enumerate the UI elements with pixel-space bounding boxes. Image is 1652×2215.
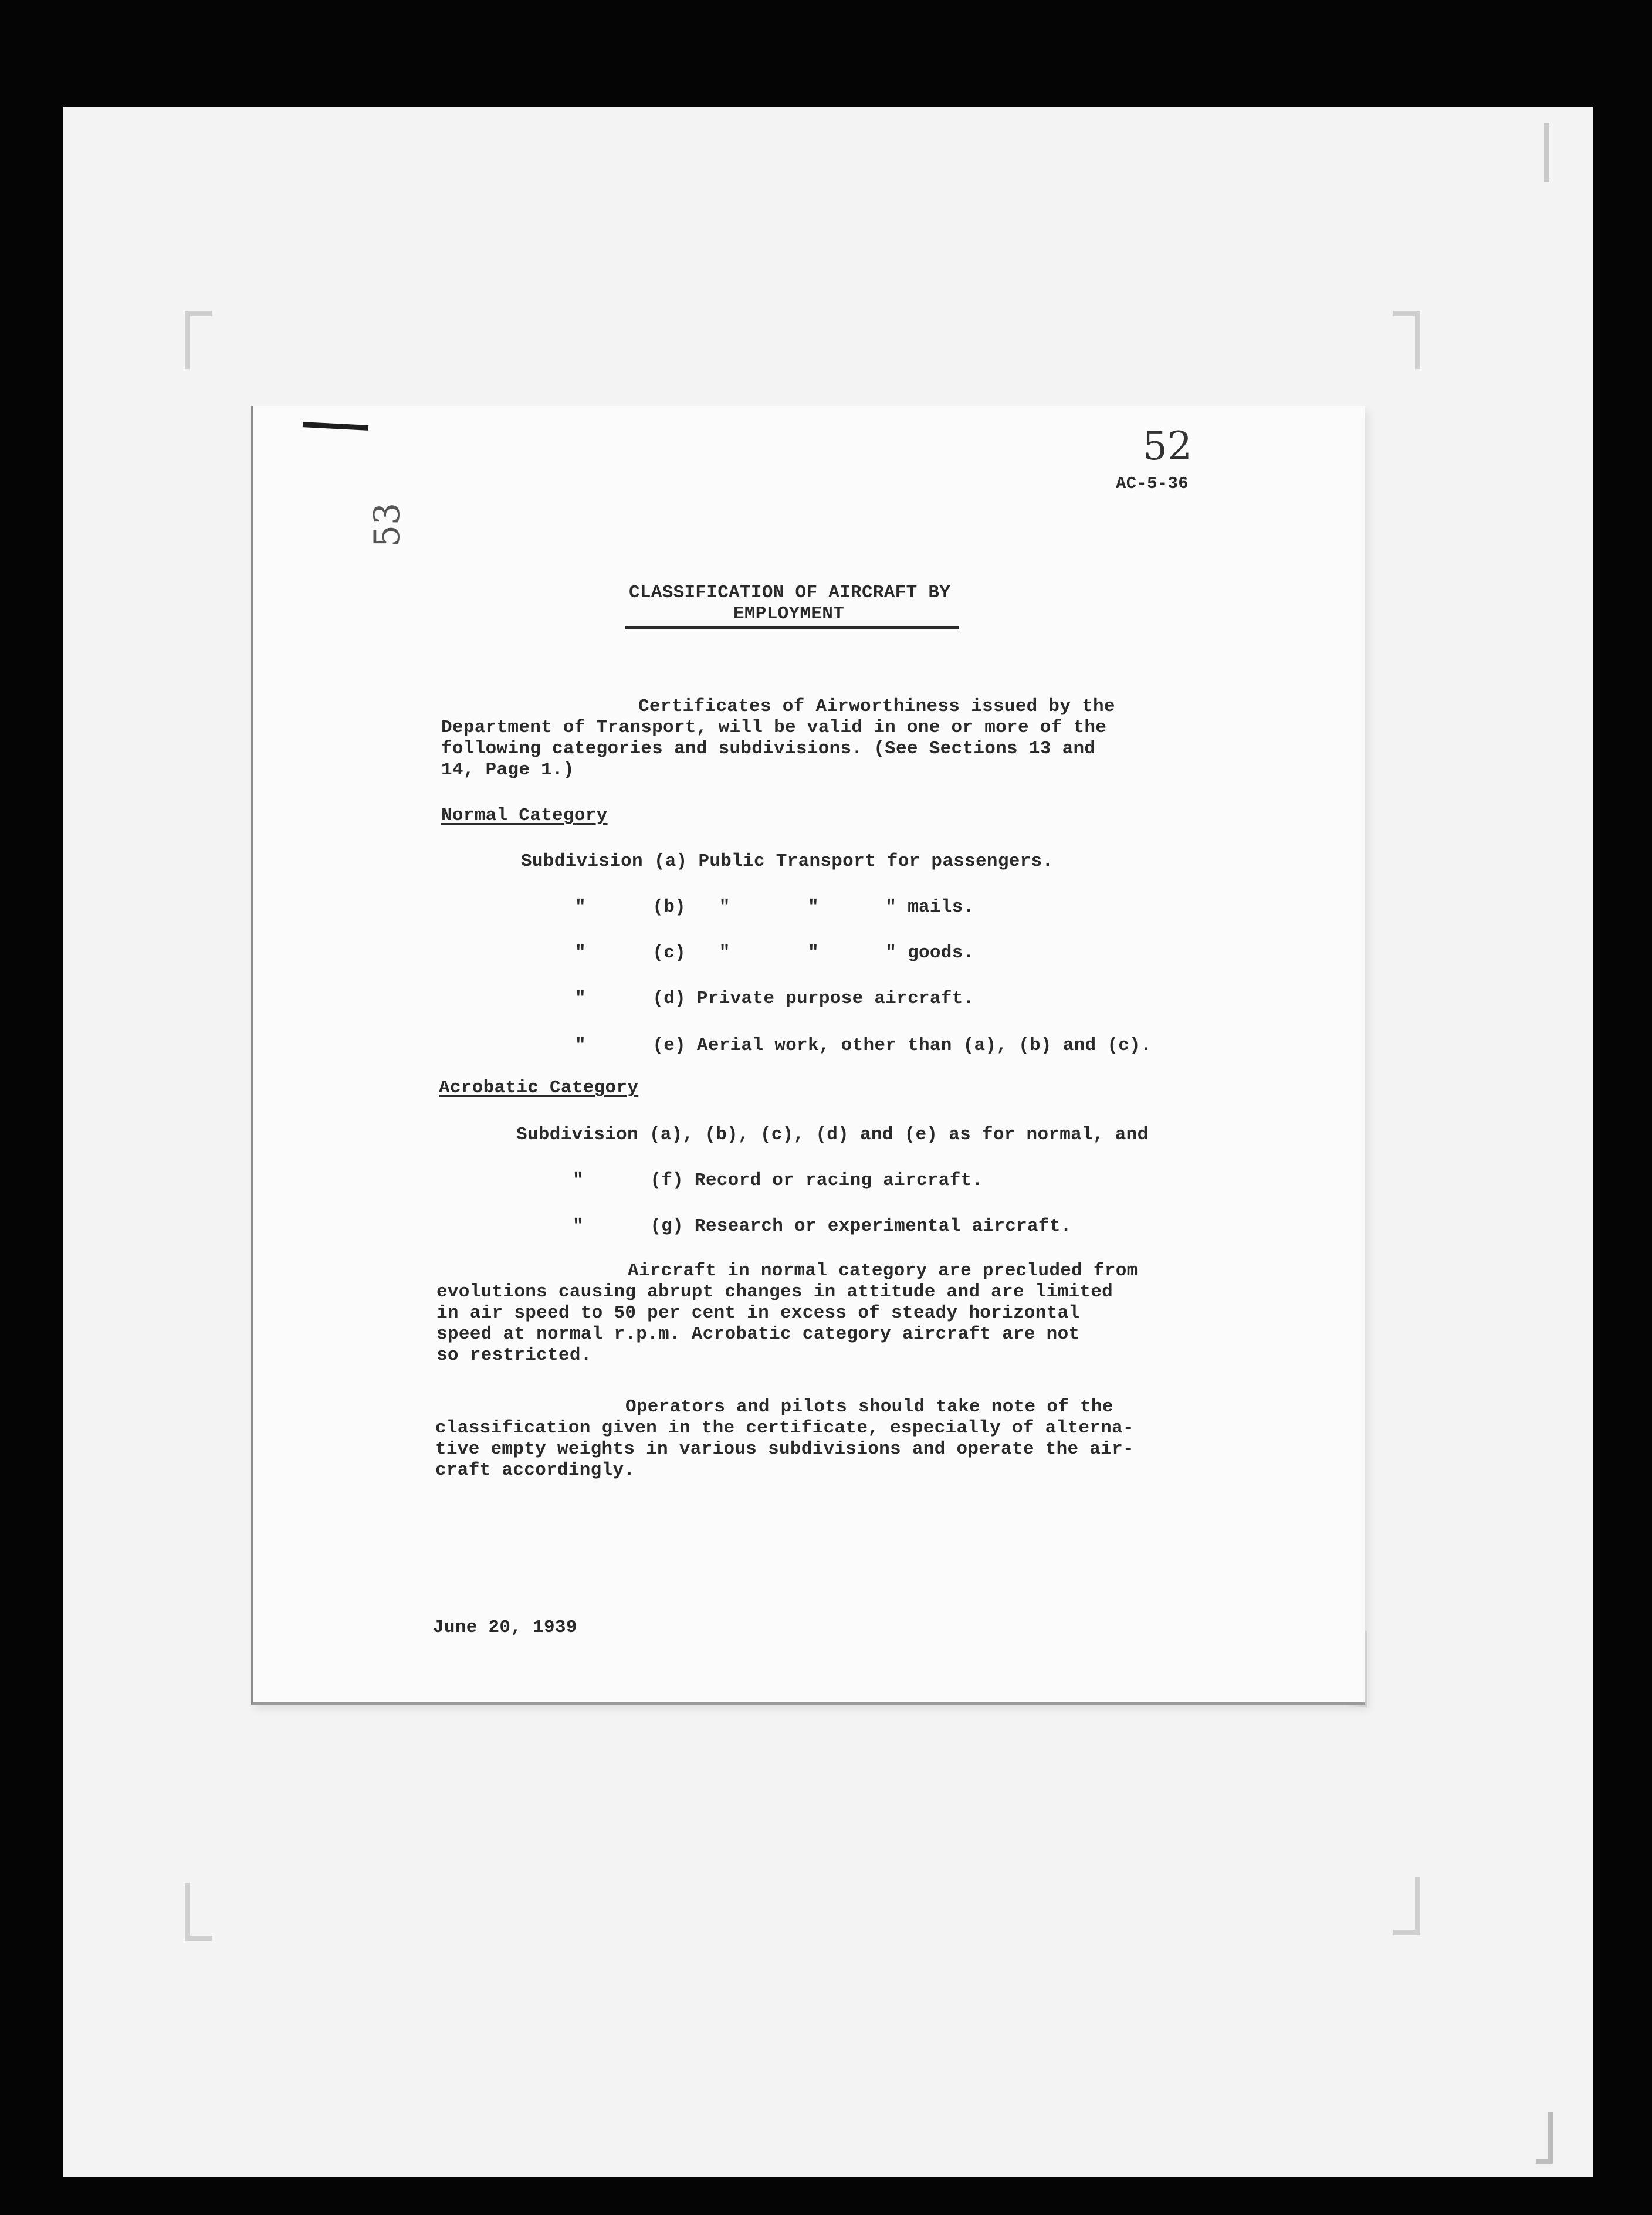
para2-line-1: Aircraft in normal category are precluded from: [628, 1261, 1138, 1281]
crop-mark-bottom-left: [185, 1883, 212, 1941]
para2-line-2: evolutions causing abrupt changes in attitude and are limited: [436, 1282, 1113, 1302]
intro-line-3: following categories and subdivisions. (See Sections 13 and: [441, 739, 1096, 759]
frame-corner-mark: [1536, 2112, 1553, 2164]
para2-line-4: speed at normal r.p.m. Acrobatic category aircraft are not: [436, 1324, 1080, 1344]
normal-item-d: " (d) Private purpose aircraft.: [575, 988, 974, 1009]
para2-line-3: in air speed to 50 per cent in excess of steady horizontal: [436, 1303, 1080, 1323]
intro-line-2: Department of Transport, will be valid in one or more of the: [441, 717, 1107, 738]
acrobatic-item-g: " (g) Research or experimental aircraft.: [573, 1216, 1072, 1237]
crop-mark-top-right: [1393, 311, 1420, 369]
para3-line-4: craft accordingly.: [435, 1460, 635, 1481]
normal-item-b: " (b) " " " mails.: [575, 897, 974, 917]
reference-number: AC-5-36: [1116, 474, 1189, 493]
para3-line-3: tive empty weights in various subdivisions and operate the air-: [435, 1439, 1134, 1459]
acrobatic-item-a-e: Subdivision (a), (b), (c), (d) and (e) as for normal, and: [516, 1125, 1149, 1145]
normal-category-heading: Normal Category: [441, 805, 608, 826]
normal-item-e: " (e) Aerial work, other than (a), (b) and (c).: [575, 1035, 1152, 1056]
intro-line-1: Certificates of Airworthiness issued by the: [638, 696, 1115, 717]
document-date: June 20, 1939: [433, 1617, 577, 1638]
para3-line-1: Operators and pilots should take note of the: [625, 1397, 1113, 1417]
normal-item-c: " (c) " " " goods.: [575, 943, 974, 963]
title-underline: [625, 626, 959, 629]
handwritten-page-number: 52: [1143, 424, 1192, 469]
intro-line-4: 14, Page 1.): [441, 760, 574, 780]
para2-line-5: so restricted.: [436, 1345, 592, 1366]
marginal-handwriting: 53: [367, 502, 408, 548]
title-line-1: CLASSIFICATION OF AIRCRAFT BY: [629, 582, 951, 603]
title-line-2: EMPLOYMENT: [733, 604, 845, 624]
para3-line-2: classification given in the certificate, especially of alterna-: [435, 1418, 1134, 1438]
crop-mark-bottom-right: [1393, 1877, 1420, 1935]
acrobatic-item-f: " (f) Record or racing aircraft.: [573, 1170, 983, 1191]
frame-edge-mark: [1536, 123, 1549, 182]
normal-item-a: Subdivision (a) Public Transport for passengers.: [521, 851, 1054, 872]
acrobatic-category-heading: Acrobatic Category: [439, 1078, 639, 1098]
crop-mark-top-left: [185, 311, 212, 369]
